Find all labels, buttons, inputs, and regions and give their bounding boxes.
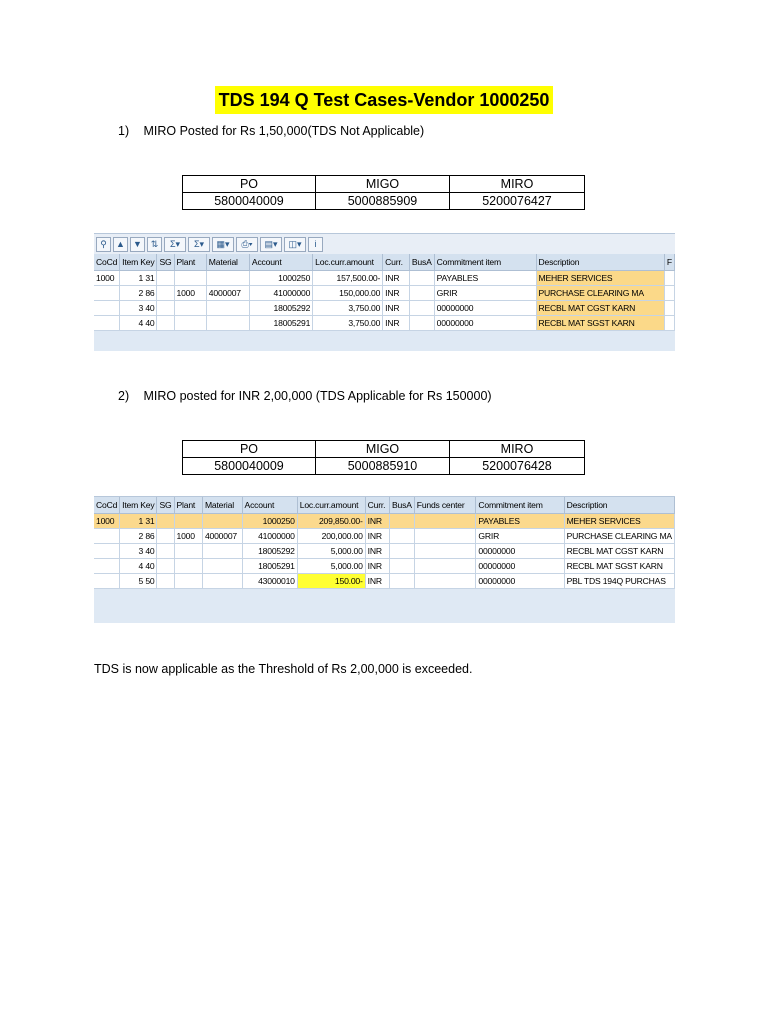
- cell: 4000007: [202, 529, 242, 544]
- col-header[interactable]: Commitment item: [476, 497, 564, 514]
- cell: [390, 559, 415, 574]
- cell: RECBL MAT SGST KARN: [564, 559, 674, 574]
- cell: [94, 316, 120, 331]
- col-header[interactable]: Description: [564, 497, 674, 514]
- case2-doc-table: [182, 440, 585, 475]
- table-row[interactable]: [94, 286, 675, 301]
- col-header[interactable]: BusA: [390, 497, 415, 514]
- doc-table-header-row: [183, 176, 585, 193]
- doc-value-po: 5800040009: [183, 458, 316, 475]
- cell: [94, 574, 120, 589]
- cell: [157, 514, 174, 529]
- cell: 1000: [174, 286, 206, 301]
- cell: [206, 271, 249, 286]
- cell: 4000007: [206, 286, 249, 301]
- cell: [157, 529, 174, 544]
- cell: PBL TDS 194Q PURCHAS: [564, 574, 674, 589]
- cell: GRIR: [476, 529, 564, 544]
- col-header[interactable]: Curr.: [383, 254, 410, 271]
- cell: 1000250: [249, 271, 312, 286]
- cell: 3 40: [120, 301, 157, 316]
- cell: 5,000.00: [297, 544, 365, 559]
- doc-header-po: PO: [183, 176, 316, 193]
- graphic-icon[interactable]: ◫▾: [284, 237, 306, 252]
- doc-table-value-row: [183, 193, 585, 210]
- col-header[interactable]: Account: [249, 254, 312, 271]
- cell: INR: [383, 271, 410, 286]
- col-header[interactable]: Curr.: [365, 497, 389, 514]
- cell: 00000000: [476, 559, 564, 574]
- cell: 150,000.00: [313, 286, 383, 301]
- cell: [206, 316, 249, 331]
- case2-number: 2): [118, 389, 130, 403]
- case1-line-items-grid: [94, 254, 675, 331]
- cell: 1 31: [120, 514, 157, 529]
- page-title: TDS 194 Q Test Cases-Vendor 1000250: [215, 86, 554, 114]
- cell: 1000: [174, 529, 202, 544]
- alv-toolbar: [94, 234, 675, 254]
- table-row[interactable]: [94, 271, 675, 286]
- cell: [157, 286, 174, 301]
- doc-header-migo: MIGO: [316, 176, 450, 193]
- doc-header-migo: MIGO: [316, 441, 450, 458]
- cell: PURCHASE CLEARING MA: [536, 286, 664, 301]
- col-header[interactable]: Loc.curr.amount: [297, 497, 365, 514]
- cell: INR: [365, 559, 389, 574]
- print-icon[interactable]: ⎙▾: [236, 237, 258, 252]
- cell: INR: [383, 286, 410, 301]
- layout-icon[interactable]: ▤▾: [260, 237, 282, 252]
- doc-table-value-row: [183, 458, 585, 475]
- cell: INR: [383, 316, 410, 331]
- cell: [390, 514, 415, 529]
- doc-value-miro: 5200076427: [450, 193, 585, 210]
- cell: PAYABLES: [434, 271, 536, 286]
- cell: [94, 286, 120, 301]
- case1-text: MIRO Posted for Rs 1,50,000(TDS Not Applicable): [143, 124, 425, 138]
- case1-number: 1): [118, 124, 130, 138]
- sum-icon[interactable]: Σ▾: [164, 237, 186, 252]
- cell: 18005292: [242, 544, 297, 559]
- cell: 209,850.00-: [297, 514, 365, 529]
- table-row[interactable]: [94, 529, 675, 544]
- col-header[interactable]: BusA: [409, 254, 434, 271]
- cell: [409, 286, 434, 301]
- doc-header-miro: MIRO: [450, 441, 585, 458]
- cell: [414, 514, 476, 529]
- title-wrap: [0, 86, 768, 114]
- doc-value-po: 5800040009: [183, 193, 316, 210]
- cell: 3,750.00: [313, 301, 383, 316]
- export-icon[interactable]: ▦▾: [212, 237, 234, 252]
- col-header[interactable]: Plant: [174, 497, 202, 514]
- search-icon[interactable]: ⚲: [96, 237, 111, 252]
- cell: [664, 271, 674, 286]
- cell: [414, 559, 476, 574]
- cell: [157, 559, 174, 574]
- case2-text: MIRO posted for INR 2,00,000 (TDS Applicable for Rs 150000): [143, 389, 492, 403]
- cell: 5,000.00: [297, 559, 365, 574]
- cell: 00000000: [476, 544, 564, 559]
- table-row[interactable]: [94, 559, 675, 574]
- col-header[interactable]: SG: [157, 497, 174, 514]
- cell: [174, 544, 202, 559]
- cell: MEHER SERVICES: [564, 514, 674, 529]
- col-header[interactable]: Funds center: [414, 497, 476, 514]
- cell: [390, 574, 415, 589]
- case1-heading: [118, 124, 424, 138]
- table-row[interactable]: [94, 544, 675, 559]
- cell: INR: [365, 544, 389, 559]
- cell: [157, 271, 174, 286]
- col-header[interactable]: Account: [242, 497, 297, 514]
- cell: [409, 271, 434, 286]
- cell: [664, 301, 674, 316]
- cell: 18005291: [249, 316, 312, 331]
- cell: 41000000: [242, 529, 297, 544]
- cell: 157,500.00-: [313, 271, 383, 286]
- col-header[interactable]: F: [664, 254, 674, 271]
- cell: [409, 316, 434, 331]
- cell: [664, 316, 674, 331]
- case2-line-items-grid: [94, 497, 675, 589]
- col-header[interactable]: Loc.curr.amount: [313, 254, 383, 271]
- cell: 00000000: [434, 316, 536, 331]
- case2-sap-screenshot: [94, 496, 675, 623]
- cell: RECBL MAT CGST KARN: [536, 301, 664, 316]
- cell: [202, 559, 242, 574]
- col-header[interactable]: Item Key: [120, 254, 157, 271]
- cell: 43000010: [242, 574, 297, 589]
- cell: MEHER SERVICES: [536, 271, 664, 286]
- col-header[interactable]: Commitment item: [434, 254, 536, 271]
- doc-value-miro: 5200076428: [450, 458, 585, 475]
- cell: 41000000: [249, 286, 312, 301]
- cell: GRIR: [434, 286, 536, 301]
- cell: 2 86: [120, 529, 157, 544]
- cell: [157, 316, 174, 331]
- col-header[interactable]: Plant: [174, 254, 206, 271]
- col-header[interactable]: Material: [206, 254, 249, 271]
- table-row[interactable]: [94, 574, 675, 589]
- col-header[interactable]: Material: [202, 497, 242, 514]
- cell: [202, 574, 242, 589]
- cell: [202, 544, 242, 559]
- case1-doc-table: [182, 175, 585, 210]
- doc-header-miro: MIRO: [450, 176, 585, 193]
- cell: [157, 544, 174, 559]
- cell: [157, 574, 174, 589]
- table-row[interactable]: [94, 301, 675, 316]
- cell: [202, 514, 242, 529]
- save-icon[interactable]: ▲: [113, 237, 128, 252]
- cell: [414, 574, 476, 589]
- cell: 00000000: [434, 301, 536, 316]
- cell: 18005291: [242, 559, 297, 574]
- cell: [390, 544, 415, 559]
- cell: 2 86: [120, 286, 157, 301]
- cell: [94, 559, 120, 574]
- cell: [414, 529, 476, 544]
- cell: [174, 559, 202, 574]
- cell: 4 40: [120, 559, 157, 574]
- case1-sap-screenshot: [94, 233, 675, 351]
- filter-icon[interactable]: ▼: [130, 237, 145, 252]
- cell: [174, 316, 206, 331]
- col-header[interactable]: SG: [157, 254, 174, 271]
- info-icon[interactable]: i: [308, 237, 323, 252]
- cell: RECBL MAT SGST KARN: [536, 316, 664, 331]
- cell: [174, 514, 202, 529]
- cell: [157, 301, 174, 316]
- conclusion-note: TDS is now applicable as the Threshold of Rs 2,00,000 is exceeded.: [94, 662, 473, 676]
- grid-header-row: [94, 497, 675, 514]
- cell: PAYABLES: [476, 514, 564, 529]
- cell: 1000250: [242, 514, 297, 529]
- cell: [94, 544, 120, 559]
- cell: 5 50: [120, 574, 157, 589]
- case2-heading: [118, 389, 492, 403]
- cell: 3,750.00: [313, 316, 383, 331]
- cell: INR: [365, 529, 389, 544]
- cell: [174, 301, 206, 316]
- sort-icon[interactable]: ⇅: [147, 237, 162, 252]
- cell: 1000: [94, 271, 120, 286]
- cell: [94, 529, 120, 544]
- cell: INR: [383, 301, 410, 316]
- subtotal-icon[interactable]: Σ▾: [188, 237, 210, 252]
- table-row[interactable]: [94, 514, 675, 529]
- doc-value-migo: 5000885909: [316, 193, 450, 210]
- cell: 00000000: [476, 574, 564, 589]
- cell: 1 31: [120, 271, 157, 286]
- cell: [94, 301, 120, 316]
- doc-table-header-row: [183, 441, 585, 458]
- col-header[interactable]: Item Key: [120, 497, 157, 514]
- cell: 3 40: [120, 544, 157, 559]
- table-row[interactable]: [94, 316, 675, 331]
- tds-amount-cell: 150.00-: [297, 574, 365, 589]
- cell: [390, 529, 415, 544]
- cell: [174, 574, 202, 589]
- cell: 4 40: [120, 316, 157, 331]
- doc-header-po: PO: [183, 441, 316, 458]
- cell: INR: [365, 514, 389, 529]
- cell: PURCHASE CLEARING MA: [564, 529, 674, 544]
- cell: [174, 271, 206, 286]
- cell: [414, 544, 476, 559]
- doc-value-migo: 5000885910: [316, 458, 450, 475]
- col-header[interactable]: CoCd: [94, 497, 120, 514]
- grid-header-row: [94, 254, 675, 271]
- cell: [664, 286, 674, 301]
- cell: [409, 301, 434, 316]
- cell: RECBL MAT CGST KARN: [564, 544, 674, 559]
- cell: 18005292: [249, 301, 312, 316]
- cell: 200,000.00: [297, 529, 365, 544]
- cell: [206, 301, 249, 316]
- col-header[interactable]: Description: [536, 254, 664, 271]
- col-header[interactable]: CoCd: [94, 254, 120, 271]
- cell: 1000: [94, 514, 120, 529]
- cell: INR: [365, 574, 389, 589]
